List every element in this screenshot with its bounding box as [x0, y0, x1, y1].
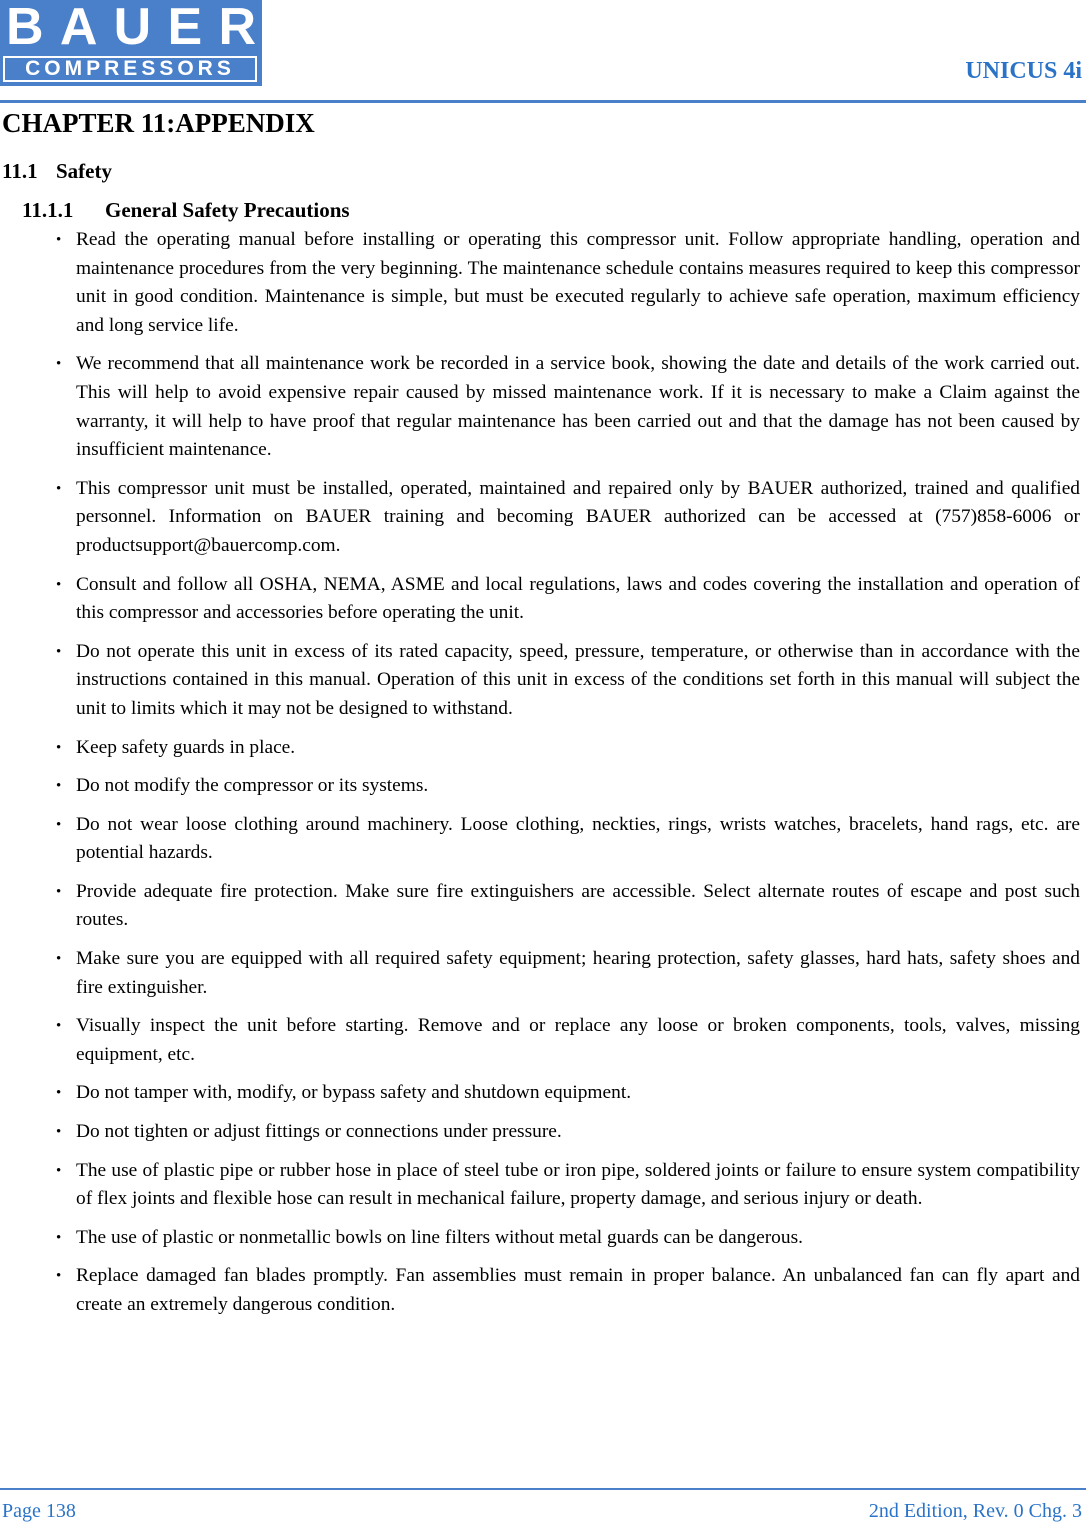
header-rule — [0, 100, 1086, 103]
safety-precaution-item — [56, 226, 1080, 340]
bullet-icon: • — [56, 816, 62, 833]
section-title: Safety — [56, 159, 112, 183]
bullet-icon: • — [56, 480, 62, 497]
safety-precaution-text: Do not tamper with, modify, or bypass safety and shutdown equipment. — [76, 1082, 632, 1104]
section-heading — [2, 157, 112, 185]
footer-rule — [0, 1488, 1086, 1490]
safety-precautions-list — [56, 226, 1080, 1330]
safety-precaution-text: Keep safety guards in place. — [76, 736, 296, 758]
bullet-icon: • — [56, 1124, 62, 1141]
safety-precaution-text: Do not wear loose clothing around machinery. Loose clothing, neckties, rings, wrists watches, bracelets, hand rags, etc. are potential hazards. — [76, 813, 1080, 864]
safety-precaution-item — [56, 475, 1080, 561]
safety-precaution-item — [56, 1262, 1080, 1319]
page-number: Page 138 — [2, 1500, 76, 1522]
subsection-title: General Safety Precautions — [105, 198, 350, 222]
logo-letter: B — [6, 0, 44, 56]
safety-precaution-text: Do not modify the compressor or its systems. — [76, 775, 429, 797]
subsection-heading — [22, 196, 350, 224]
bullet-icon: • — [56, 778, 62, 795]
bauer-logo — [0, 0, 262, 86]
safety-precaution-item — [56, 1012, 1080, 1069]
bullet-icon: • — [56, 1085, 62, 1102]
logo-letter: E — [167, 0, 203, 56]
bullet-icon: • — [56, 1018, 62, 1035]
bullet-icon: • — [56, 1229, 62, 1246]
safety-precaution-text: Provide adequate fire protection. Make sure fire extinguishers are accessible. Select alternate routes of escape and post such routes. — [76, 880, 1080, 931]
safety-precaution-text: The use of plastic or nonmetallic bowls on line filters without metal guards can be dangerous. — [76, 1226, 803, 1248]
logo-letter: U — [113, 0, 152, 56]
safety-precaution-text: Make sure you are equipped with all required safety equipment; hearing protection, safety glasses, hard hats, safety shoes and fire extinguisher. — [76, 948, 1080, 998]
safety-precaution-item — [56, 772, 1080, 801]
bullet-icon: • — [56, 1162, 62, 1179]
safety-precaution-item — [56, 1224, 1080, 1253]
edition-info: 2nd Edition, Rev. 0 Chg. 3 — [868, 1500, 1082, 1522]
safety-precaution-item — [56, 1157, 1080, 1214]
bullet-icon: • — [56, 356, 62, 373]
logo-letter: A — [59, 0, 98, 56]
logo-wordmark-bottom: COMPRESSORS — [3, 56, 257, 82]
logo-wordmark-top — [6, 0, 256, 56]
bullet-icon: • — [56, 1268, 62, 1285]
logo-letter: R — [218, 0, 256, 56]
safety-precaution-text: Consult and follow all OSHA, NEMA, ASME and local regulations, laws and codes covering the installation and operation of this compressor and accessories before operating the unit. — [76, 573, 1080, 624]
safety-precaution-text: This compressor unit must be installed, operated, maintained and repaired only by BAUER authorized, trained and qualified personnel. Information on BAUER training and becoming BAUER authorized can be accessed at (757)858-6006 or productsupport@bauercomp.com. — [76, 477, 1080, 556]
bullet-icon: • — [56, 951, 62, 968]
bullet-icon: • — [56, 576, 62, 593]
safety-precaution-item — [56, 811, 1080, 868]
safety-precaution-item — [56, 350, 1080, 464]
section-number: 11.1 — [2, 159, 38, 183]
safety-precaution-item — [56, 1118, 1080, 1147]
bullet-icon: • — [56, 883, 62, 900]
safety-precaution-text: Read the operating manual before installing or operating this compressor unit. Follow appropriate handling, operation and maintenance procedures from the very beginning. The maintenance schedule contains measures required to keep this compressor unit in good condition. Maintenance is simple, but must be executed regularly to achieve safe operation, maximum efficiency and long service life. — [76, 229, 1080, 336]
safety-precaution-item — [56, 638, 1080, 724]
bullet-icon: • — [56, 232, 62, 248]
subsection-number: 11.1.1 — [22, 198, 74, 222]
chapter-title: CHAPTER 11:APPENDIX — [2, 108, 315, 138]
safety-precaution-text: Do not tighten or adjust fittings or connections under pressure. — [76, 1121, 562, 1143]
safety-precaution-item — [56, 1079, 1080, 1108]
safety-precaution-text: We recommend that all maintenance work be recorded in a service book, showing the date and details of the work carried out. This will help to avoid expensive repair caused by missed maintenance work. If it is necessary to make a Claim against the warranty, it will help to have proof that regular maintenance has been carried out and that the damage has not been caused by insufficient maintenance. — [76, 353, 1080, 461]
bullet-icon: • — [56, 739, 62, 756]
safety-precaution-text: The use of plastic pipe or rubber hose in place of steel tube or iron pipe, soldered joints or failure to ensure system compatibility of flex joints and flexible hose can result in mechanical failure, property damage, and serious injury or death. — [76, 1159, 1080, 1210]
safety-precaution-item — [56, 878, 1080, 935]
safety-precaution-text: Replace damaged fan blades promptly. Fan assemblies must remain in proper balance. An unbalanced fan can fly apart and create an extremely dangerous condition. — [76, 1265, 1080, 1315]
product-name: UNICUS 4i — [965, 58, 1082, 84]
safety-precaution-text: Visually inspect the unit before starting. Remove and or replace any loose or broken components, tools, valves, missing equipment, etc. — [76, 1015, 1080, 1065]
bullet-icon: • — [56, 643, 62, 660]
safety-precaution-text: Do not operate this unit in excess of its rated capacity, speed, pressure, temperature, or otherwise than in accordance with the instructions contained in this manual. Operation of this unit in excess of the conditions set forth in this manual will subject the unit to limits which it may not be designed to withstand. — [76, 640, 1080, 719]
safety-precaution-item — [56, 571, 1080, 628]
safety-precaution-item — [56, 945, 1080, 1002]
safety-precaution-item — [56, 734, 1080, 763]
